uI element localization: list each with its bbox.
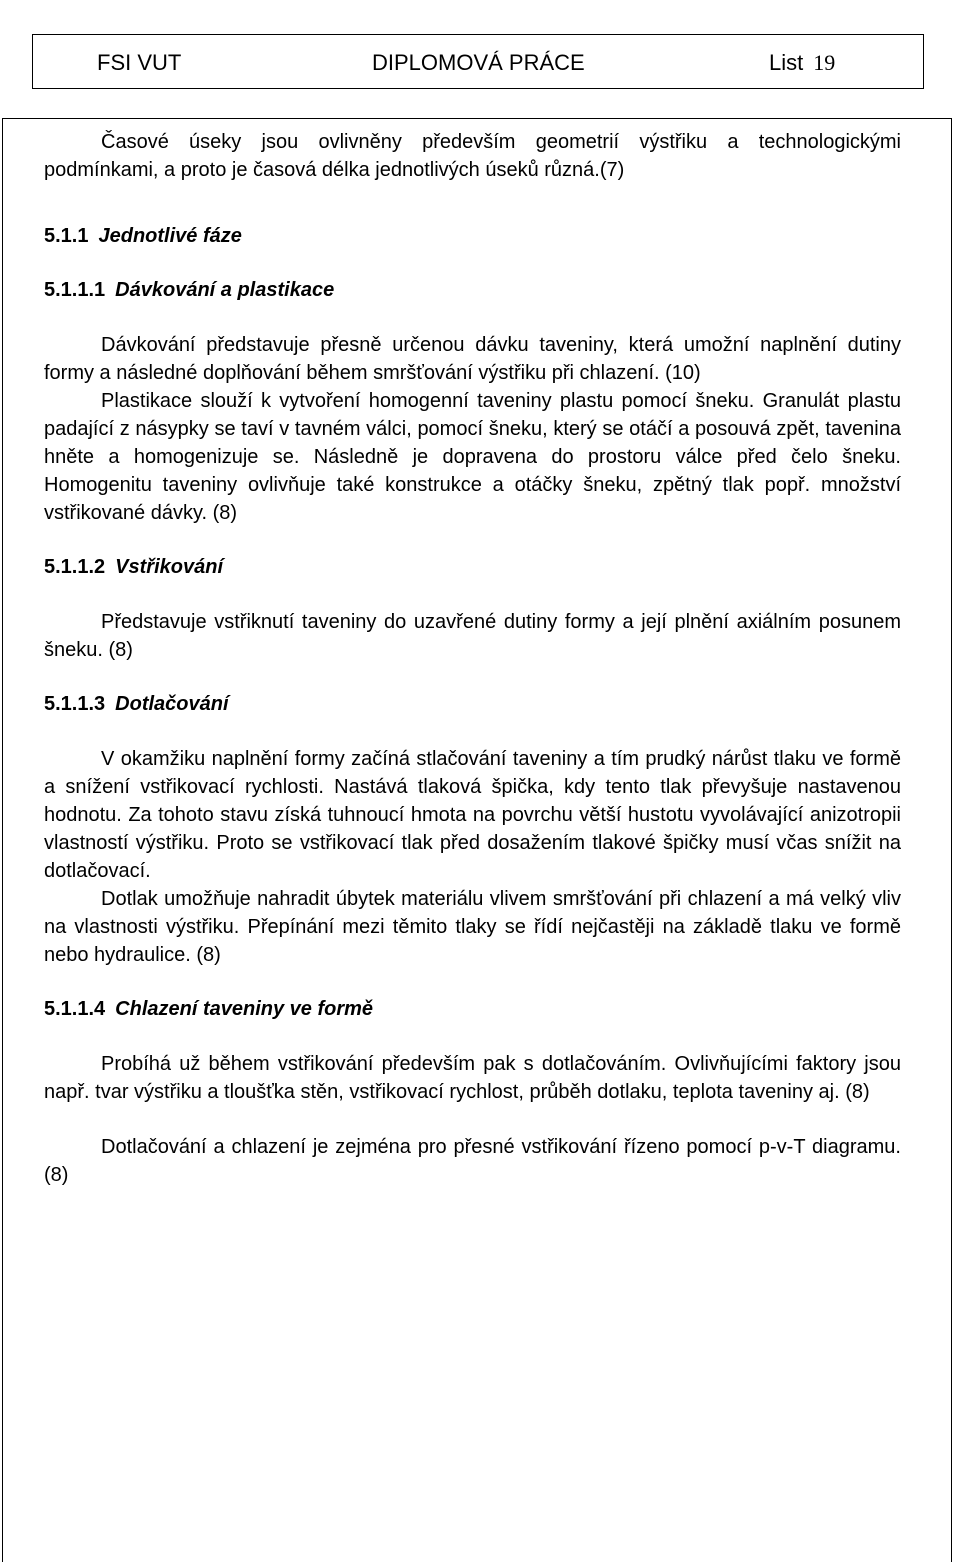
page-content	[44, 124, 901, 1189]
section-number: 5.1.1	[44, 225, 89, 247]
subsection-title: Dotlačování	[115, 693, 229, 715]
header-faculty: FSI VUT	[97, 50, 182, 75]
cooling-paragraph: Probíhá už během vstřikování především pak s dotlačováním. Ovlivňujícími faktory jsou např. tvar výstřiku a tloušťka stěn, vstřikovací rychlost, průběh dotlaku, teplota taveniny aj. (8)	[44, 1053, 901, 1103]
plastication-paragraph: Plastikace slouží k vytvoření homogenní taveniny plastu pomocí šneku. Granulát plastu padající z násypky se taví v tavném válci, pomocí šneku, který se otáčí a posouvá zpět, tavenina hněte a homogenizuje se. Následně je dopravena do prostoru válce před čelo šneku. Homogenitu taveniny ovlivňuje také konstrukce a otáčky šneku, zpětný tlak popř. množství vstřikované dávky. (8)	[44, 390, 901, 524]
subsection-title: Chlazení taveniny ve formě	[115, 998, 374, 1020]
section-title: Jednotlivé fáze	[98, 225, 242, 247]
header-page-number: 19	[813, 50, 836, 75]
holding-paragraph: V okamžiku naplnění formy začíná stlačování taveniny a tím prudký nárůst tlaku ve formě a snížení vstřikovací rychlosti. Nastává tlaková špička, kdy tento tlak převyšuje nastavenou hodnotu. Za tohoto stavu získá tuhnoucí hmota na povrchu větší hustotu vyvolávající anizotropii vlastností výstřiku. Proto se vstřikovací tlak před dosažením tlakové špičky musí včas snížit na dotlačovací.	[44, 748, 901, 882]
header-list-label: List	[769, 50, 804, 75]
pvt-paragraph: Dotlačování a chlazení je zejména pro přesné vstřikování řízeno pomocí p-v-T diagramu. (8)	[44, 1136, 901, 1186]
subsection-number: 5.1.1.1	[44, 279, 106, 301]
subsection-title: Dávkování a plastikace	[115, 279, 335, 301]
header-document-type: DIPLOMOVÁ PRÁCE	[372, 50, 585, 75]
holding-pressure-paragraph: Dotlak umožňuje nahradit úbytek materiálu vlivem smršťování při chlazení a má velký vliv na vlastnosti výstřiku. Přepínání mezi těmito tlaky se řídí nejčastěji na základě tlaku ve formě nebo hydraulice. (8)	[44, 888, 901, 966]
subsection-heading-injection	[44, 553, 901, 581]
intro-paragraph: Časové úseky jsou ovlivněny především geometrií výstřiku a technologickými podmínkami, a proto je časová délka jednotlivých úseků různá.(7)	[44, 131, 901, 181]
dosing-paragraph: Dávkování představuje přesně určenou dávku taveniny, která umožní naplnění dutiny formy a následné doplňování během smršťování výstřiku při chlazení. (10)	[44, 334, 901, 384]
subsection-number: 5.1.1.3	[44, 693, 106, 715]
subsection-heading-cooling	[44, 995, 901, 1023]
subsection-number: 5.1.1.4	[44, 998, 106, 1020]
header-page	[769, 50, 835, 76]
subsection-heading-dosing	[44, 276, 901, 304]
page-header	[32, 34, 924, 89]
subsection-title: Vstřikování	[115, 556, 223, 578]
subsection-number: 5.1.1.2	[44, 556, 106, 578]
subsection-heading-holding	[44, 690, 901, 718]
section-heading	[44, 222, 901, 250]
injection-paragraph: Představuje vstřiknutí taveniny do uzavřené dutiny formy a její plnění axiálním posunem šneku. (8)	[44, 611, 901, 661]
